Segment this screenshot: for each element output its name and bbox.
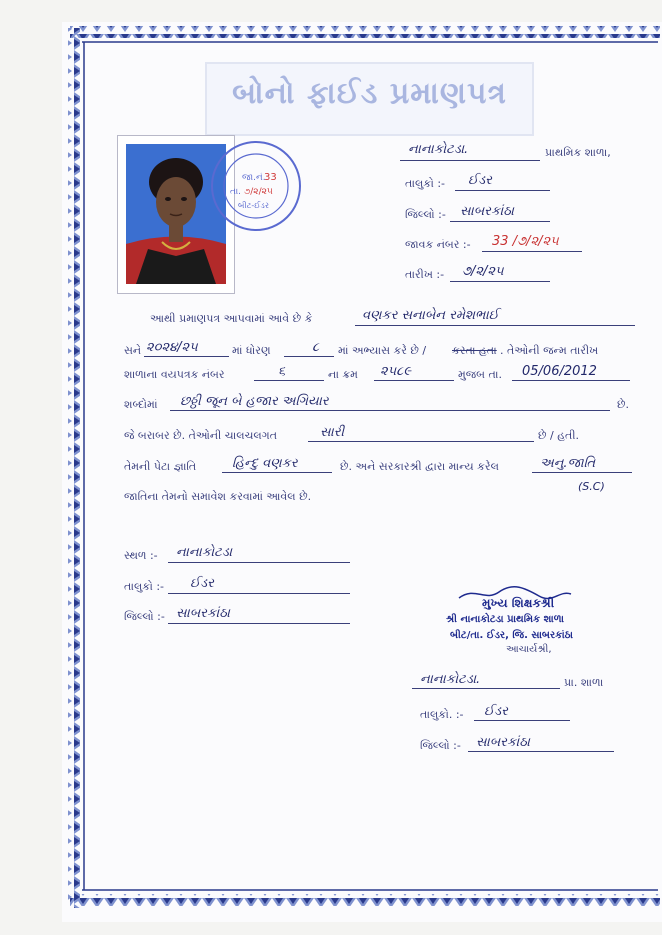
academic-year: ૨૦૨૪/૨૫ [146,340,198,355]
body-line3-a: શાળાના વયપત્રક નંબર [124,368,225,381]
category-code: (S.C) [578,480,605,493]
body-line7: જાતિના તેમનો સમાવેશ કરવામાં આવેલ છે. [124,490,312,503]
footer-taluka-line [168,593,350,594]
body-line3-b: ના ક્રમ [328,368,358,381]
title-box [205,62,534,136]
footer-place-label: સ્થળ :- [124,549,158,562]
standard-line [284,356,334,357]
stamp-title: મુખ્ય શિક્ષકશ્રી [482,596,555,610]
header-school-line [400,160,540,161]
footer-right-taluka-line [474,720,570,721]
conduct-value: સારી [320,425,345,440]
body-line1-prefix: આથી પ્રમાણપત્ર આપવામાં આવે છે કે [150,312,313,325]
birth-date-line [512,380,630,381]
conduct-line [308,441,534,442]
body-line5-a: જે બરાબર છે. તેઓની ચાલચલગત [124,429,278,442]
body-line2-a: સને [124,344,142,357]
header-taluka-value: ઈડર [468,173,492,188]
body-line6-a: તેમની પેટા જ્ઞાતિ [124,460,197,473]
footer-right-taluka-label: તાલુકો. :- [420,708,464,721]
svg-text:તા.: તા. [230,187,242,197]
standard-value: ૮ [312,340,320,355]
seal-place: બીટ-ઈડર [238,201,269,210]
footer-place-line [168,562,350,563]
body-line6-b: છે. અને સરકારશ્રી દ્વારા માન્ય કરેલ [340,460,499,473]
header-taluka-label: તાલુકો :- [405,177,445,190]
footer-right-district-line [468,751,614,752]
subcaste-value: હિન્દુ વણકર [232,456,298,471]
birth-date-words: છઠ્ઠી જૂન બે હજાર અગિયાર [180,394,329,409]
birth-date-words-line [170,410,610,411]
body-line3-c: મુજબ તા. [458,368,502,381]
body-line2-d: . તેઓની જન્મ તારીખ [500,344,599,357]
serial-number-line [374,380,454,381]
header-outward-line [482,251,582,252]
footer-right-district-label: જિલ્લો :- [420,739,461,752]
header-outward-value: 33 /૭/૨/૨૫ [492,234,559,249]
footer-district-value: સાબરકાંઠા [176,606,230,621]
footer-right-school-value: નાનાકોટડા. [420,672,481,687]
birth-date: 05/06/2012 [522,364,597,379]
svg-text:જા.નં.: જા.નં. [242,173,266,183]
category-value: અનુ.જાતિ [540,456,596,471]
body-line4-a: શબ્દોમાં [124,398,158,411]
register-number-line [254,380,324,381]
header-school-value: નાનાકોટડા. [408,142,469,157]
student-name: વણકર સનાબેન રમેશભાઈ [362,308,499,323]
body-line2-c: માં અભ્યાસ કરે છે / [338,344,427,357]
footer-taluka-value: ઈડર [190,576,214,591]
student-name-line [355,325,635,326]
body-line2-struck: કરતા હતા [452,344,497,357]
footer-district-label: જિલ્લો :- [124,610,165,623]
school-seal-stamp [208,138,304,234]
stamp-line3: આચાર્યશ્રી, [506,644,552,655]
category-line [532,472,632,473]
footer-right-taluka-value: ઈડર [484,704,508,719]
stamp-line2: બીટ/તા. ઈડર, જિ. સાબરકાંઠા [450,630,573,641]
header-date-line [450,281,550,282]
header-date-label: તારીખ :- [405,268,445,281]
register-number: ૬ [278,364,286,379]
header-outward-label: જાવક નંબર :- [405,238,471,251]
footer-right-school-line [412,688,560,689]
footer-place-value: નાનાકોટડા [176,545,233,560]
header-district-line [450,221,550,222]
stamp-line1: શ્રી નાનાકોટડા પ્રાથમિક શાળા [446,614,564,625]
subcaste-line [222,472,332,473]
academic-year-line [144,356,229,357]
header-district-value: સાબરકાંઠા [460,204,514,219]
footer-right-district-value: સાબરકાંઠા [476,735,530,750]
header-school-label: પ્રાથમિક શાળા, [545,146,611,159]
header-date-value: ૭/૨/૨૫ [462,264,504,279]
footer-taluka-label: તાલુકો :- [124,580,164,593]
footer-right-school-label: પ્રા. શાળા [564,676,604,689]
signature [455,584,575,604]
header-district-label: જિલ્લો :- [405,208,446,221]
body-line2-b: માં ધોરણ [232,344,271,357]
certificate-title: બોનો ફાઈડ પ્રમાણપત્ર [232,76,507,111]
body-line4-end: છે. [617,398,629,411]
header-taluka-line [455,190,550,191]
footer-district-line [168,623,350,624]
seal-number: 33 [264,172,277,183]
serial-number: ૨૫૮૯ [380,364,412,379]
body-line5-end: છે / હતી. [538,429,579,442]
seal-date: ૭/૨/૨૫ [244,187,273,197]
